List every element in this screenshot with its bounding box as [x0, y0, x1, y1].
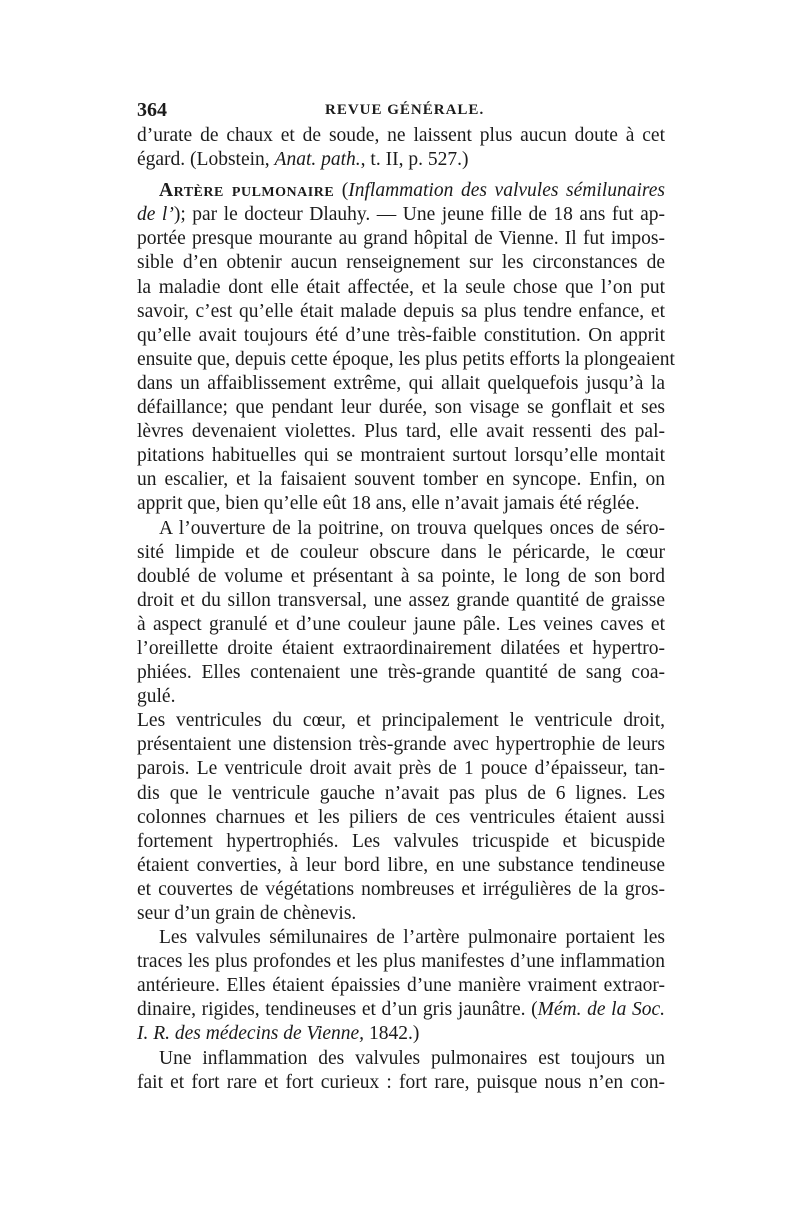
article-subtitle-end: de l’: [137, 204, 174, 226]
text-line: pitations habituelles qui se montraient surtout lorsqu’elle montait: [137, 445, 665, 467]
text-line: droit et du sillon transversal, une assez grande quantité de graisse: [137, 589, 665, 611]
text-line: apprit que, bien qu’elle eût 18 ans, elle n’avait jamais été réglée.: [137, 493, 640, 515]
text-line: Les ventricules du cœur, et principalement le ventricule droit,: [137, 710, 665, 732]
text-line: Une inflammation des valvules pulmonaires est toujours un: [159, 1047, 665, 1069]
text-line: [137, 998, 665, 1022]
text-line: présentaient une distension très-grande avec hypertrophie de leurs: [137, 734, 665, 756]
text-line: dis que le ventricule gauche n’avait pas plus de 6 lignes. Les: [137, 782, 665, 804]
text-line: qu’elle avait toujours été d’une très-faible constitution. On apprit: [137, 324, 665, 346]
text-line: lèvres devenaient violettes. Plus tard, elle avait ressenti des pal-: [137, 421, 665, 443]
text-fragment: , t. II, p. 527.): [360, 149, 469, 171]
text-line: portée presque mourante au grand hôpital de Vienne. Il fut impos-: [137, 228, 665, 250]
article-heading-line: [137, 179, 665, 203]
citation-title: Anat. path.: [274, 149, 361, 171]
text-line: la maladie dont elle était affectée, et la seule chose que l’on put: [137, 276, 665, 298]
text-line: dans un affaiblissement extrême, qui allait quelquefois jusqu’à la: [137, 372, 665, 394]
text-line: Les valvules sémilunaires de l’artère pulmonaire portaient les: [159, 927, 665, 949]
running-head: REVUE GÉNÉRALE.: [325, 102, 485, 118]
text-fragment: dinaire, rigides, tendineuses et d’un gris jaunâtre. (: [137, 999, 538, 1021]
text-line: traces les plus profondes et les plus manifestes d’une inflammation: [137, 951, 665, 973]
text-line: gulé.: [137, 686, 176, 708]
text-line: à aspect granulé et d’une couleur jaune pâle. Les veines caves et: [137, 613, 665, 635]
text-line: étaient converties, à leur bord libre, en une substance tendineuse: [137, 854, 665, 876]
text-line: seur d’un grain de chènevis.: [137, 903, 357, 924]
text-line: parois. Le ventricule droit avait près de 1 pouce d’épaisseur, tan-: [137, 758, 665, 780]
text-line: antérieure. Elles étaient épaissies d’une manière vraiment extraor-: [137, 975, 665, 997]
text-line: phiées. Elles contenaient une très-grande quantité de sang coa-: [137, 662, 665, 684]
text-line: A l’ouverture de la poitrine, on trouva quelques onces de séro-: [159, 517, 665, 539]
text-fragment: égard. (Lobstein,: [137, 149, 275, 171]
article-paragraph-2: [137, 517, 665, 710]
article-paragraph-1: [137, 179, 675, 516]
page-number: 364: [137, 99, 167, 121]
text-line: [137, 148, 665, 172]
text-line: défaillance; que pendant leur durée, son visage se gonflait et ses: [137, 397, 665, 419]
text-line: sible d’en obtenir aucun renseignement sur les circonstances de: [137, 252, 665, 274]
text-fragment: ); par le docteur Dlauhy. — Une jeune fille de 18 ans fut ap-: [173, 204, 665, 226]
text-line: l’oreillette droite étaient extraordinairement dilatées et hypertro-: [137, 637, 665, 659]
text-fragment: (: [334, 180, 349, 202]
text-line: [137, 1022, 665, 1046]
article-subtitle: Inflammation des valvules sémilunaires: [348, 180, 665, 202]
article-paragraph-5: [137, 1047, 665, 1095]
text-line: et couvertes de végétations nombreuses et irrégulières de la gros-: [137, 878, 665, 900]
article-paragraph-4: [137, 926, 665, 1046]
article-heading: Artère pulmonaire: [159, 180, 335, 202]
text-fragment: 1842.): [364, 1023, 420, 1045]
book-page: [137, 96, 675, 1095]
text-line: savoir, c’est qu’elle était malade depuis sa plus tendre enfance, et: [137, 300, 665, 322]
citation-title: I. R. des médecins de Vienne,: [137, 1023, 365, 1045]
text-line: un escalier, et la faisaient souvent tomber en syncope. Enfin, on: [137, 469, 665, 491]
text-line: ensuite que, depuis cette époque, les plus petits efforts la plongeaient: [137, 348, 675, 370]
article-paragraph-3: [137, 709, 665, 926]
intro-block: [137, 124, 665, 172]
text-line: sité limpide et de couleur obscure dans le péricarde, le cœur: [137, 541, 665, 563]
text-line: doublé de volume et présentant à sa pointe, le long de son bord: [137, 565, 665, 587]
citation-title: Mém. de la Soc.: [537, 999, 665, 1021]
text-line: d’urate de chaux et de soude, ne laissent plus aucun doute à cet: [137, 125, 665, 146]
text-line: colonnes charnues et les piliers de ces ventricules étaient aussi: [137, 806, 665, 828]
text-line: [137, 203, 665, 227]
text-line: fortement hypertrophiés. Les valvules tricuspide et bicuspide: [137, 830, 665, 852]
paragraph-gap: [137, 172, 665, 179]
page-header: [137, 96, 665, 124]
text-line: fait et fort rare et fort curieux : fort rare, puisque nous n’en con-: [137, 1071, 665, 1093]
